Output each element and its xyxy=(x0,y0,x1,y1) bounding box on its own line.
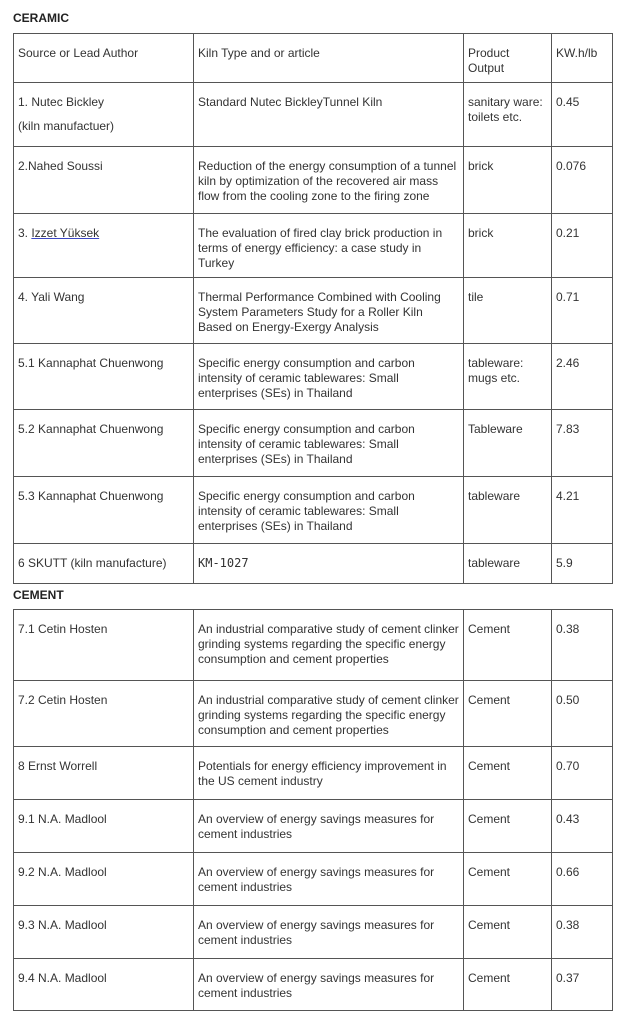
author-cell: 5.1 Kannaphat Chuenwong xyxy=(14,344,194,410)
output-cell: Cement xyxy=(464,853,552,906)
header-source: Source or Lead Author xyxy=(14,34,194,83)
output-cell: Cement xyxy=(464,906,552,959)
table-row xyxy=(14,477,613,544)
article-cell: Standard Nutec BickleyTunnel Kiln xyxy=(194,83,464,147)
output-cell: Cement xyxy=(464,959,552,1011)
header-output: Product Output xyxy=(464,34,552,83)
table-header-row xyxy=(14,34,613,83)
value-cell: 0.21 xyxy=(552,214,613,278)
output-cell: Tableware xyxy=(464,410,552,477)
article-cell: Specific energy consumption and carbon intensity of ceramic tablewares: Small enterprises (SEs) in Thailand xyxy=(194,344,464,410)
output-cell: sanitary ware: toilets etc. xyxy=(464,83,552,147)
author-cell: 9.3 N.A. Madlool xyxy=(14,906,194,959)
author-name: 1. Nutec Bickley xyxy=(18,95,105,109)
article-cell: Thermal Performance Combined with Cooling System Parameters Study for a Roller Kiln Based on Energy-Exergy Analysis xyxy=(194,278,464,344)
author-note: (kiln manufactuer) xyxy=(18,119,115,133)
value-cell: 2.46 xyxy=(552,344,613,410)
author-cell xyxy=(14,214,194,278)
article-cell: Specific energy consumption and carbon intensity of ceramic tablewares: Small enterprises (SEs) in Thailand xyxy=(194,477,464,544)
table-row xyxy=(14,959,613,1011)
cement-table xyxy=(13,609,613,1011)
author-link[interactable]: Izzet Yüksek xyxy=(31,226,100,240)
table-row xyxy=(14,747,613,800)
author-cell xyxy=(14,83,194,147)
header-article: Kiln Type and or article xyxy=(194,34,464,83)
table-row xyxy=(14,214,613,278)
article-cell: An overview of energy savings measures for cement industries xyxy=(194,853,464,906)
table-row xyxy=(14,278,613,344)
value-cell: 0.076 xyxy=(552,147,613,214)
output-cell: Cement xyxy=(464,610,552,681)
table-row xyxy=(14,344,613,410)
output-cell: brick xyxy=(464,214,552,278)
header-value: KW.h/lb xyxy=(552,34,613,83)
table-row xyxy=(14,800,613,853)
value-cell: 7.83 xyxy=(552,410,613,477)
author-cell: 9.4 N.A. Madlool xyxy=(14,959,194,1011)
article-cell: An overview of energy savings measures for cement industries xyxy=(194,800,464,853)
article-cell: An overview of energy savings measures for cement industries xyxy=(194,959,464,1011)
article-cell: Potentials for energy efficiency improvement in the US cement industry xyxy=(194,747,464,800)
value-cell: 5.9 xyxy=(552,544,613,584)
table-row xyxy=(14,83,613,147)
article-cell: Reduction of the energy consumption of a tunnel kiln by optimization of the recovered air mass flow from the cooling zone to the firing zone xyxy=(194,147,464,214)
value-cell: 0.66 xyxy=(552,853,613,906)
table-row xyxy=(14,853,613,906)
table-row xyxy=(14,544,613,584)
author-cell: 8 Ernst Worrell xyxy=(14,747,194,800)
output-cell: tableware xyxy=(464,477,552,544)
ceramic-table xyxy=(13,33,613,584)
table-row xyxy=(14,410,613,477)
author-cell: 6 SKUTT (kiln manufacture) xyxy=(14,544,194,584)
value-cell: 0.45 xyxy=(552,83,613,147)
table-row xyxy=(14,906,613,959)
article-cell: An overview of energy savings measures for cement industries xyxy=(194,906,464,959)
output-cell: tile xyxy=(464,278,552,344)
output-cell: Cement xyxy=(464,800,552,853)
value-cell: 0.37 xyxy=(552,959,613,1011)
value-cell: 0.43 xyxy=(552,800,613,853)
cement-section-title: CEMENT xyxy=(13,588,64,602)
author-cell: 7.1 Cetin Hosten xyxy=(14,610,194,681)
output-cell: tableware: mugs etc. xyxy=(464,344,552,410)
article-cell: An industrial comparative study of cement clinker grinding systems regarding the specific energy consumption and cement properties xyxy=(194,681,464,747)
author-cell: 9.2 N.A. Madlool xyxy=(14,853,194,906)
author-cell: 2.Nahed Soussi xyxy=(14,147,194,214)
author-cell: 9.1 N.A. Madlool xyxy=(14,800,194,853)
output-cell: Cement xyxy=(464,747,552,800)
author-cell: 5.3 Kannaphat Chuenwong xyxy=(14,477,194,544)
author-cell: 7.2 Cetin Hosten xyxy=(14,681,194,747)
output-cell: tableware xyxy=(464,544,552,584)
author-cell: 5.2 Kannaphat Chuenwong xyxy=(14,410,194,477)
value-cell: 0.71 xyxy=(552,278,613,344)
ceramic-section-title: CERAMIC xyxy=(13,11,69,25)
table-row xyxy=(14,147,613,214)
output-cell: brick xyxy=(464,147,552,214)
article-cell: Specific energy consumption and carbon intensity of ceramic tablewares: Small enterprises (SEs) in Thailand xyxy=(194,410,464,477)
value-cell: 0.38 xyxy=(552,610,613,681)
article-cell: KM-1027 xyxy=(194,544,464,584)
output-cell: Cement xyxy=(464,681,552,747)
value-cell: 4.21 xyxy=(552,477,613,544)
value-cell: 0.50 xyxy=(552,681,613,747)
article-cell: An industrial comparative study of cement clinker grinding systems regarding the specific energy consumption and cement properties xyxy=(194,610,464,681)
author-cell: 4. Yali Wang xyxy=(14,278,194,344)
article-cell: The evaluation of fired clay brick production in terms of energy efficiency: a case study in Turkey xyxy=(194,214,464,278)
value-cell: 0.38 xyxy=(552,906,613,959)
table-row xyxy=(14,610,613,681)
value-cell: 0.70 xyxy=(552,747,613,800)
author-prefix: 3. xyxy=(18,226,32,240)
table-row xyxy=(14,681,613,747)
